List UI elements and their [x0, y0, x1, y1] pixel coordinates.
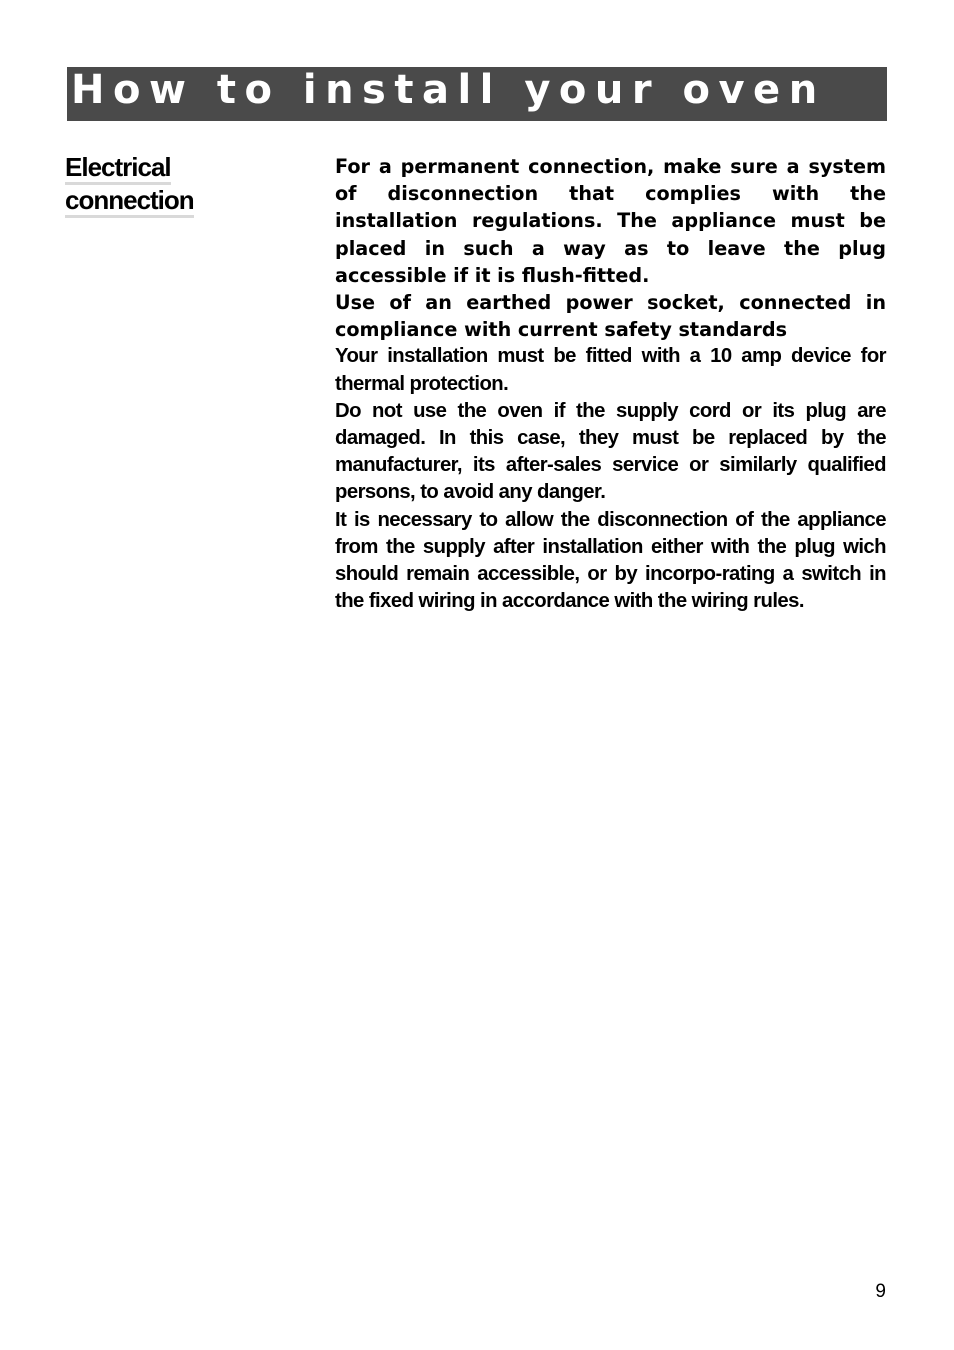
- paragraph-damaged-cord: Do not use the oven if the supply cord or its plug are damaged. In this case, they must be replaced by the manufacturer, its after-sales service or similarly qualified persons, to avoid any danger.: [335, 399, 886, 504]
- section-heading-line-2: connection: [65, 186, 194, 218]
- paragraph-thermal-protection: Your installation must be fitted with a 10 amp device for thermal protection.: [335, 345, 886, 395]
- section-heading: [65, 153, 265, 219]
- title-bar: [67, 67, 887, 121]
- page-title: How to install your oven: [71, 67, 826, 113]
- paragraph-permanent-connection: For a permanent connection, make sure a system of disconnection that complies with the installation regulations. The appliance must be placed in such a way as to leave the plug accessible if it is flush-fitted.: [335, 155, 886, 287]
- paragraph-disconnection: It is necessary to allow the disconnection of the appliance from the supply after installation either with the plug wich should remain accessible, or by incorpo-rating a switch in the fixed wiring in accordance with the wiring rules.: [335, 508, 886, 613]
- paragraph-earthed-socket: Use of an earthed power socket, connected in compliance with current safety standards: [335, 291, 886, 342]
- section-heading-line-1: Electrical: [65, 153, 171, 185]
- page-number: 9: [875, 1281, 886, 1302]
- section-body: [335, 153, 886, 615]
